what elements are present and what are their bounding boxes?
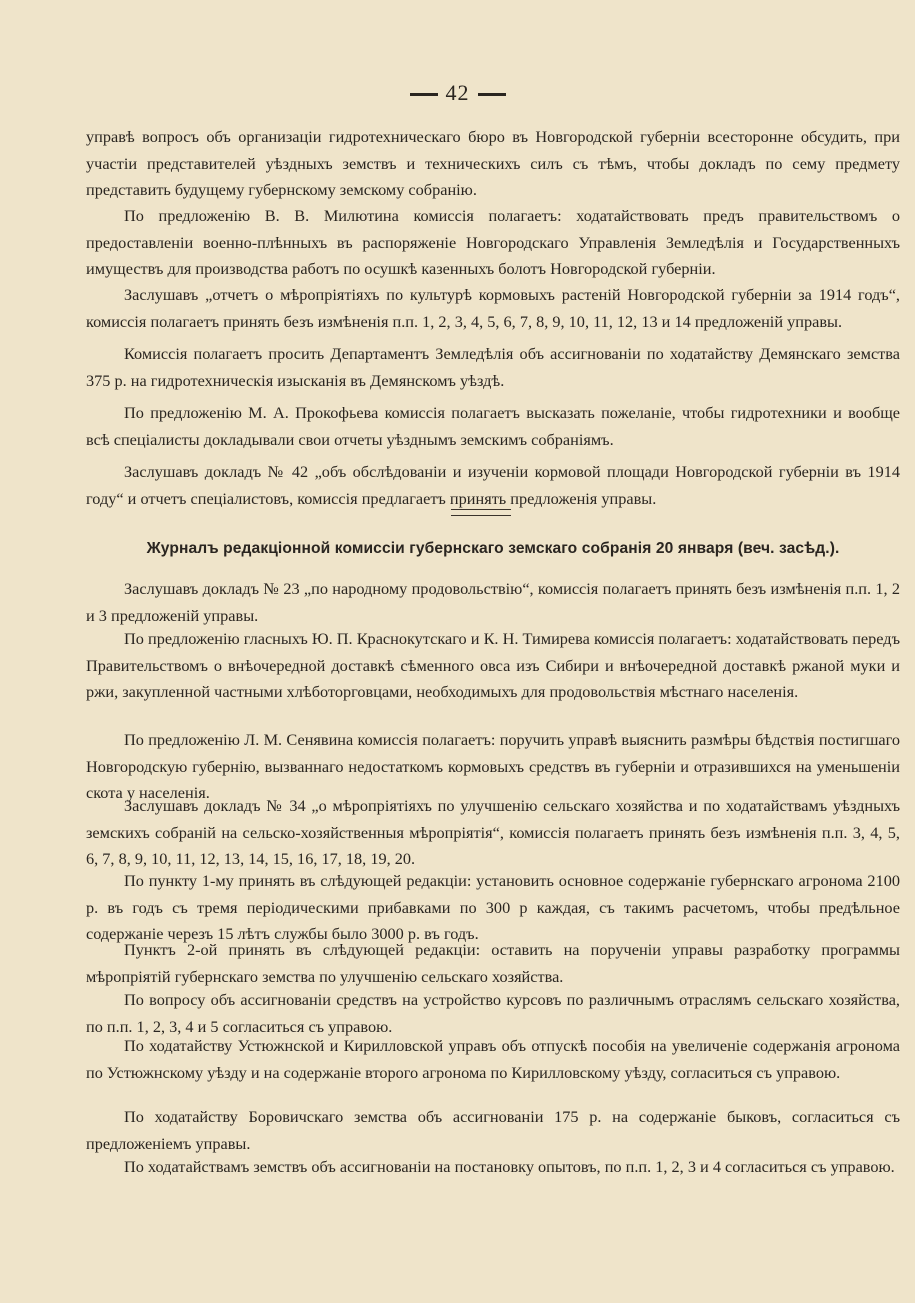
paragraph: По ходатайству Боровичскаго земства объ ассигнованіи 175 р. на содержаніе быковъ, согласиться съ предложеніемъ управы. [86, 1107, 900, 1153]
paragraph: Заслушавъ „отчетъ о мѣропріятіяхъ по культурѣ кормовыхъ растеній Новгородской губерніи за 1914 годъ“, комиссія полагаетъ принять безъ измѣненія п.п. 1, 2, 3, 4, 5, 6, 7, 8, 9, 10, 11, 12, 13 и 14 предложеній управы. [86, 285, 900, 331]
paragraph: Заслушавъ докладъ № 34 „о мѣропріятіяхъ по улучшенію сельскаго хозяйства и по ходатайствамъ уѣздныхъ земскихъ собраній на сельско-хозяйственныя мѣропріятія“, комиссія полагаетъ принять безъ измѣненія п.п. 3, 4, 5, 6, 7, 8, 9, 10, 11, 12, 13, 14, 15, 16, 17, 18, 19, 20. [86, 796, 900, 868]
paragraph: управѣ вопросъ объ организаціи гидротехническаго бюро въ Новгородской губерніи всесторонне обсудить, при участіи представителей уѣздныхъ земствъ и техническихъ силъ съ тѣмъ, чтобы докладъ по сему предмету представить будущему губернскому земскому собранію. [86, 127, 900, 199]
paragraph: По предложенію Л. М. Сенявина комиссія полагаетъ: поручить управѣ выяснить размѣры бѣдствія постигшаго Новгородскую губернію, вызваннаго недостаткомъ кормовыхъ средствъ въ губерніи и отразившихся на уменьшеніи скота у населенія. [86, 730, 900, 802]
paragraph: По предложенію В. В. Милютина комиссія полагаетъ: ходатайствовать предъ правительствомъ о предоставленіи военно-плѣнныхъ въ распоряженіе Новгородскаго Управленія Земледѣлія и Государственныхъ имуществъ для производства работъ по осушкѣ казенныхъ болотъ Новгородской губерніи. [86, 206, 900, 278]
dash-right [478, 93, 506, 96]
journal-heading: Журналъ редакціонной комиссіи губернскаго земскаго собранія 20 января (веч. засѣд.). [146, 540, 840, 557]
paragraph: Комиссія полагаетъ просить Департаментъ Земледѣлія объ ассигнованіи по ходатайству Демянскаго земства 375 р. на гидротехническія изысканія въ Демянскомъ уѣздѣ. [86, 344, 900, 390]
dash-left [410, 93, 438, 96]
paragraph: По пункту 1-му принять въ слѣдующей редакціи: установить основное содержаніе губернскаго агронома 2100 р. въ годъ съ тремя періодическими прибавками по 300 р каждая, съ такимъ расчетомъ, чтобы предѣльное содержаніе черезъ 15 лѣтъ службы было 3000 р. въ годъ. [86, 871, 900, 943]
section-separator [451, 509, 511, 516]
page-number [0, 80, 915, 106]
paragraph: По ходатайству Устюжнской и Кирилловской управъ объ отпускѣ пособія на увеличеніе содержанія агронома по Устюжнскому уѣзду и на содержаніе второго агронома по Кирилловскому уѣзду, согласиться съ управою. [86, 1036, 900, 1082]
page-number-value: 42 [445, 80, 470, 105]
paragraph: По предложенію М. А. Прокофьева комиссія полагаетъ высказать пожеланіе, чтобы гидротехники и вообще всѣ спеціалисты докладывали свои отчеты уѣзднымъ земскимъ собраніямъ. [86, 403, 900, 449]
paragraph: По ходатайствамъ земствъ объ ассигнованіи на постановку опытовъ, по п.п. 1, 2, 3 и 4 согласиться съ управою. [124, 1157, 895, 1176]
paragraph: По предложенію гласныхъ Ю. П. Краснокутскаго и К. Н. Тимирева комиссія полагаетъ: ходатайствовать передъ Правительствомъ о внѣочередной доставкѣ сѣменного овса изъ Сибири и внѣочередной доставкѣ ржаной муки и ржи, закупленной частными хлѣботорговцами, необходимыхъ для продовольствія мѣстнаго населенія. [86, 629, 900, 701]
paragraph: Заслушавъ докладъ № 23 „по народному продовольствію“, комиссія полагаетъ принять безъ измѣненія п.п. 1, 2 и 3 предложеній управы. [86, 579, 900, 625]
paragraph: По вопросу объ ассигнованіи средствъ на устройство курсовъ по различнымъ отраслямъ сельскаго хозяйства, по п.п. 1, 2, 3, 4 и 5 согласиться съ управою. [86, 990, 900, 1036]
paragraph: Пунктъ 2-ой принять въ слѣдующей редакціи: оставить на порученіи управы разработку программы мѣропріятій губернскаго земства по улучшенію сельскаго хозяйства. [86, 940, 900, 986]
paragraph: Заслушавъ докладъ № 42 „объ обслѣдованіи и изученіи кормовой площади Новгородской губерніи въ 1914 году“ и отчетъ спеціалистовъ, комиссія предлагаетъ принять предложенія управы. [86, 462, 900, 508]
